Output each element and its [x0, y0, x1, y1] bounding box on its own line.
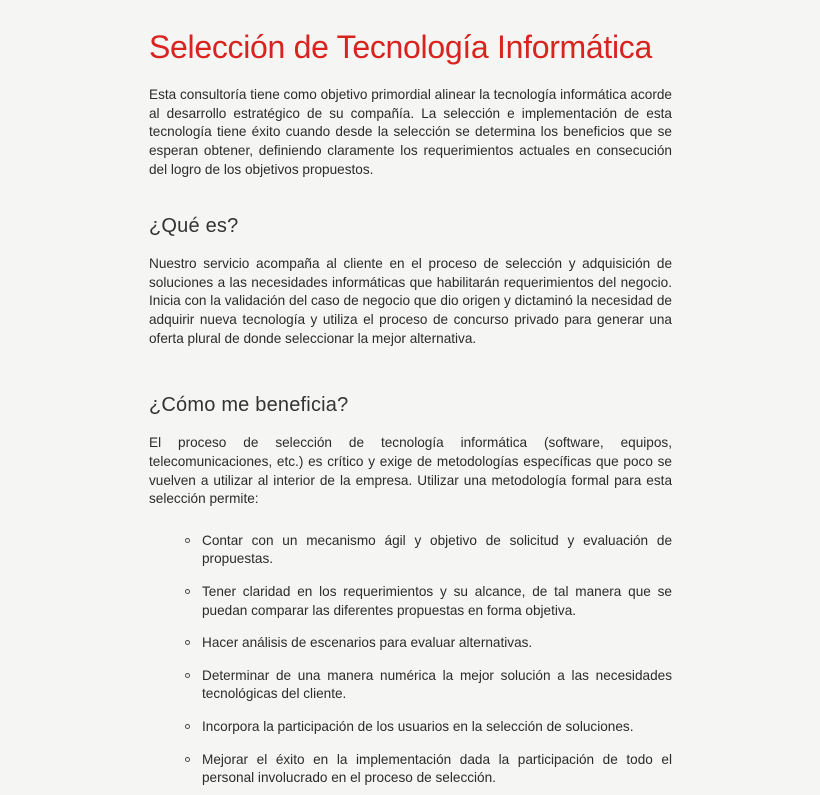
page-title: Selección de Tecnología Informática [149, 29, 653, 65]
list-item [185, 667, 672, 704]
list-item-label: Contar con un mecanismo ágil y objetivo de solicitud y evaluación de propuestas. [202, 532, 672, 567]
list-item-label: Determinar de una manera numérica la mejor solución a las necesidades tecnológicas del cliente. [202, 667, 672, 702]
hollow-circle-bullet-icon [185, 757, 190, 762]
list-item-label: Tener claridad en los requerimientos y su alcance, de tal manera que se puedan comparar las diferentes propuestas en forma objetiva. [202, 583, 672, 618]
list-item [185, 634, 672, 653]
list-item [185, 751, 672, 788]
section-paragraph-como-me-beneficia: El proceso de selección de tecnología informática (software, equipos, telecomunicaciones, etc.) es crítico y exige de metodologías específicas que poco se vuelven a utilizar al interior de la empresa. Utilizar una metodología formal para esta selección permite: [149, 435, 672, 507]
list-item [185, 718, 672, 737]
section-heading-que-es: ¿Qué es? [149, 215, 239, 238]
spacer [149, 417, 672, 434]
list-item [185, 532, 672, 569]
spacer [149, 238, 672, 255]
list-item-label: Mejorar el éxito en la implementación dada la participación de todo el personal involucrado en el proceso de selección. [202, 751, 672, 786]
list-item-label: Incorpora la participación de los usuarios en la selección de soluciones. [202, 718, 634, 734]
spacer [149, 348, 672, 393]
hollow-circle-bullet-icon [185, 589, 190, 594]
hollow-circle-bullet-icon [185, 538, 190, 543]
section-paragraph-que-es: Nuestro servicio acompaña al cliente en el proceso de selección y adquisición de soluciones a las necesidades informáticas que habilitarán requerimientos del negocio. Inicia con la validación del caso de negocio que dio origen y dictaminó la necesidad de adquirir nueva tecnología y utiliza el proceso de concurso privado para generar una oferta plural de donde seleccionar la mejor alternativa. [149, 256, 672, 346]
list-item-label: Hacer análisis de escenarios para evaluar alternativas. [202, 635, 533, 651]
document-content-column [149, 30, 672, 788]
spacer [149, 179, 672, 214]
benefits-list [149, 532, 672, 788]
spacer [149, 509, 672, 532]
hollow-circle-bullet-icon [185, 724, 190, 729]
intro-paragraph: Esta consultoría tiene como objetivo primordial alinear la tecnología informática acorde al desarrollo estratégico de su compañía. La selección e implementación de esta tecnología tiene éxito cuando desde la selección se determina los beneficios que se esperan obtener, definiendo claramente los requerimientos actuales en consecución del logro de los objetivos propuestos. [149, 87, 672, 177]
list-item [185, 583, 672, 620]
section-heading-como-me-beneficia: ¿Cómo me beneficia? [149, 394, 349, 417]
hollow-circle-bullet-icon [185, 673, 190, 678]
hollow-circle-bullet-icon [185, 640, 190, 645]
